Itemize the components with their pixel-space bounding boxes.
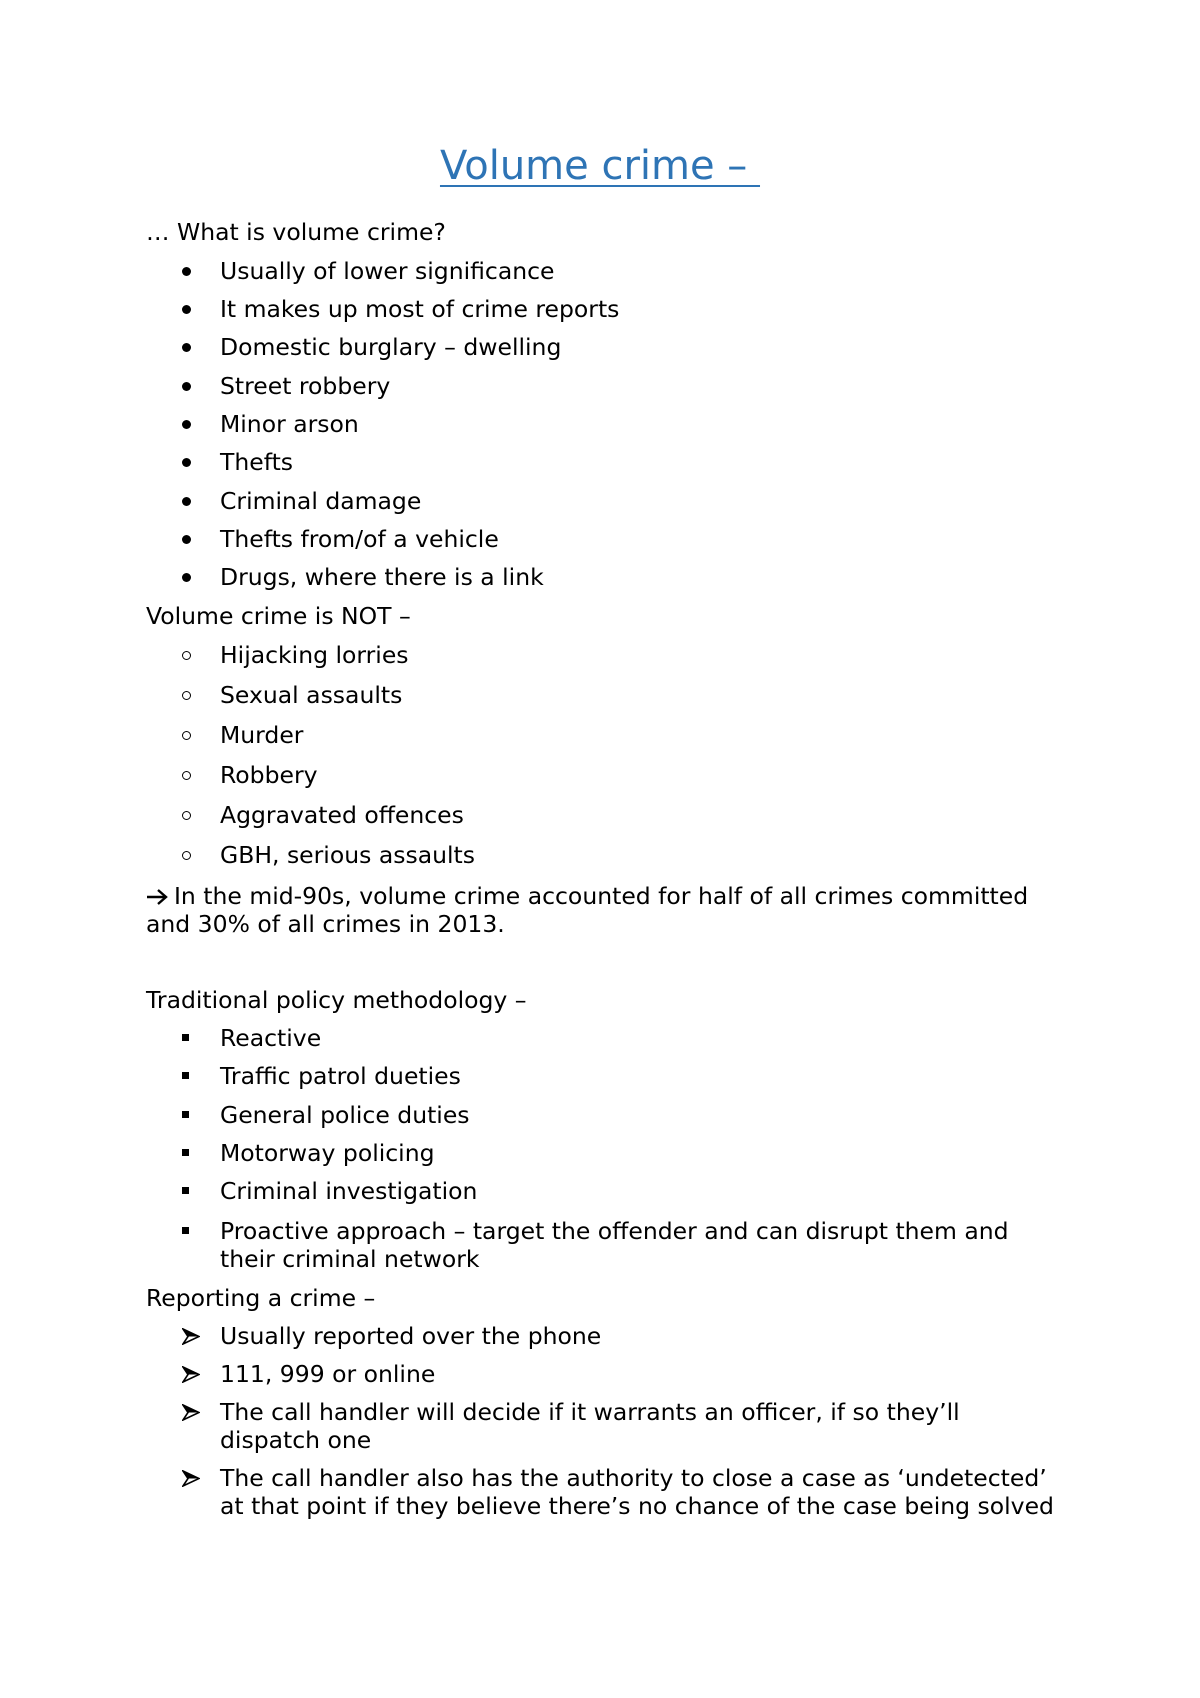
page-title: Volume crime – (439, 143, 761, 189)
right-arrow-icon (146, 888, 168, 906)
circle-bullet-icon (182, 721, 206, 749)
arrowhead-bullet-icon (182, 1398, 206, 1421)
list-item: Thefts from/of a vehicle (220, 525, 499, 553)
arrowhead-bullet-icon (182, 1322, 206, 1345)
circle-bullet-icon (182, 801, 206, 829)
list-item: Hijacking lorries (220, 641, 409, 669)
list-item: It makes up most of crime reports (220, 295, 620, 323)
list-item: Criminal damage (220, 487, 422, 515)
list-item: Reactive (220, 1024, 322, 1052)
not-heading: Volume crime is NOT – (146, 602, 411, 630)
square-bullet-icon (182, 1177, 206, 1205)
list-item: 111, 999 or online (220, 1360, 436, 1388)
list-item: The call handler also has the authority to close a case as ‘undetected’ at that point if they believe there’s no chance of the case being solved (220, 1464, 1054, 1520)
circle-bullet-icon (182, 681, 206, 709)
disc-bullet-icon (182, 487, 206, 515)
list-item: Street robbery (220, 372, 391, 400)
list-item: Motorway policing (220, 1139, 435, 1167)
list-item: The call handler will decide if it warrants an officer, if so they’ll dispatch one (220, 1398, 960, 1454)
list-item: Aggravated offences (220, 801, 464, 829)
list-item: Criminal investigation (220, 1177, 478, 1205)
list-item: GBH, serious assaults (220, 841, 475, 869)
circle-bullet-icon (182, 761, 206, 789)
intro-question: … What is volume crime? (146, 218, 446, 246)
disc-bullet-icon (182, 525, 206, 553)
reporting-heading: Reporting a crime – (146, 1284, 376, 1312)
list-item: Usually reported over the phone (220, 1322, 602, 1350)
list-item: General police duties (220, 1101, 470, 1129)
square-bullet-icon (182, 1217, 206, 1245)
circle-bullet-icon (182, 841, 206, 869)
statistic-note (146, 882, 1066, 938)
list-item: Traffic patrol dueties (220, 1062, 461, 1090)
policy-heading: Traditional policy methodology – (146, 986, 527, 1014)
disc-bullet-icon (182, 410, 206, 438)
disc-bullet-icon (182, 563, 206, 591)
list-item: Domestic burglary – dwelling (220, 333, 562, 361)
list-item: Drugs, where there is a link (220, 563, 544, 591)
list-item: Sexual assaults (220, 681, 403, 709)
list-item: Minor arson (220, 410, 359, 438)
disc-bullet-icon (182, 448, 206, 476)
disc-bullet-icon (182, 372, 206, 400)
square-bullet-icon (182, 1062, 206, 1090)
list-item: Thefts (220, 448, 294, 476)
disc-bullet-icon (182, 333, 206, 361)
list-item: Usually of lower significance (220, 257, 555, 285)
list-item: Robbery (220, 761, 318, 789)
statistic-note-text: In the mid-90s, volume crime accounted for half of all crimes committed and 30% of all crimes in 2013. (146, 882, 1029, 938)
circle-bullet-icon (182, 641, 206, 669)
disc-bullet-icon (182, 295, 206, 323)
list-item: Proactive approach – target the offender and can disrupt them and their criminal network (220, 1217, 1009, 1273)
arrowhead-bullet-icon (182, 1360, 206, 1383)
disc-bullet-icon (182, 257, 206, 285)
square-bullet-icon (182, 1101, 206, 1129)
square-bullet-icon (182, 1139, 206, 1167)
square-bullet-icon (182, 1024, 206, 1052)
list-item: Murder (220, 721, 304, 749)
arrowhead-bullet-icon (182, 1464, 206, 1487)
